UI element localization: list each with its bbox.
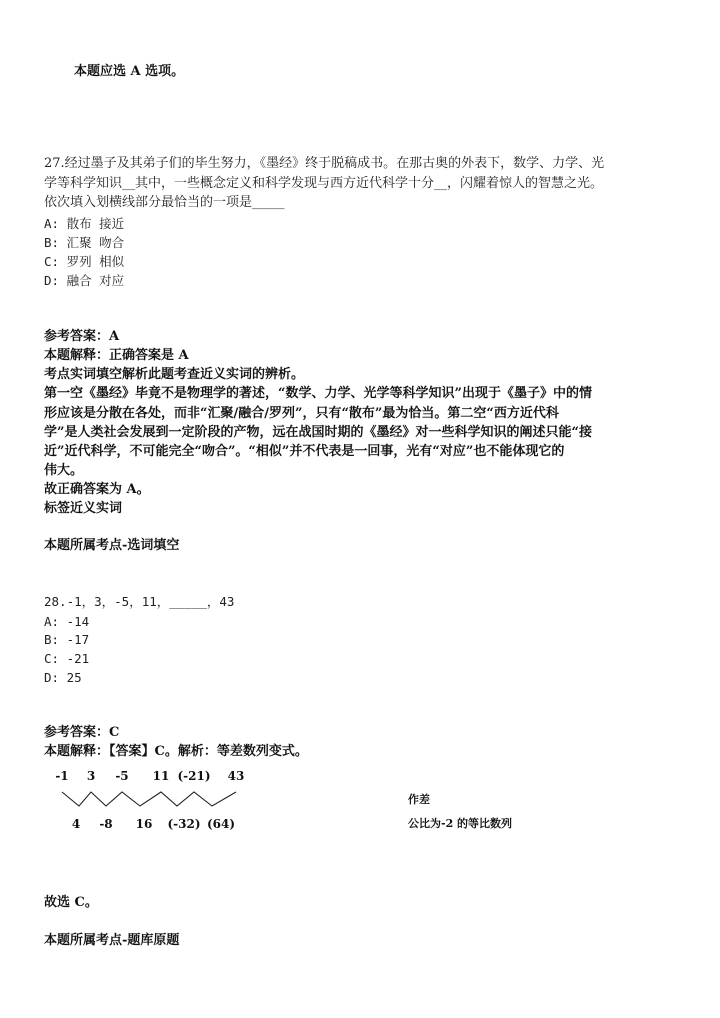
- diagram-top-term: -5: [115, 769, 129, 783]
- q27-tag: 标签近义实词: [44, 501, 123, 516]
- diagram-top-term: (-21): [177, 769, 211, 783]
- q27-conclusion: 故正确答案为 A。: [44, 482, 150, 497]
- q27-explanation-line-5: 学”是人类社会发展到一定阶段的产物，远在战国时期的《墨经》对一些科学知识的阐述只能“接: [44, 425, 592, 440]
- q27-explanation-line-4: 形应该是分散在各处，而非“汇聚/融合/罗列”，只有“散布”最为恰当。第二空“西方近代科: [44, 406, 559, 421]
- sequence-difference-diagram: [44, 766, 604, 836]
- q27-explanation-line-3: 第一空《墨经》毕竟不是物理学的著述，“数学、力学、光学等科学知识”出现于《墨子》中的情: [44, 386, 592, 401]
- q27-stem-line-1: 27.经过墨子及其弟子们的毕生努力，《墨经》终于脱稿成书。在那古奥的外表下，数学、力学、光: [44, 156, 605, 171]
- q28-option-c: C: -21: [44, 651, 90, 666]
- q28-explanation: 本题解释：【答案】C。解析：等差数列变式。: [44, 744, 308, 759]
- diagram-top-term: 11: [152, 769, 170, 783]
- q27-stem-line-2: 学等科学知识__其中，一些概念定义和科学发现与西方近代科学十分__，闪耀着惊人的智慧之光。: [44, 176, 604, 191]
- q27-explanation-line-6: 近”近代科学，不可能完全“吻合”。“相似”并不代表是一回事，光有“对应”也不能体现它的: [44, 444, 565, 459]
- q28-option-b: B: -17: [44, 632, 90, 647]
- q28-option-a: A: -14: [44, 614, 90, 629]
- q27-explanation-line-1: 本题解释：正确答案是 A: [44, 348, 189, 363]
- diagram-top-term: -1: [55, 769, 69, 783]
- diagram-note-difference: 作差: [408, 793, 430, 806]
- diagram-bottom-term: -8: [99, 817, 113, 831]
- diagram-bottom-term: (64): [206, 817, 236, 831]
- q27-option-c: C: 罗列 相似: [44, 254, 125, 269]
- q28-conclusion: 故选 C。: [44, 895, 98, 910]
- q27-option-d: D: 融合 对应: [44, 273, 125, 288]
- q28-answer: 参考答案：C: [44, 725, 120, 740]
- q28-option-d: D: 25: [44, 670, 82, 685]
- q28-category: 本题所属考点-题库原题: [44, 933, 180, 948]
- diagram-top-term: 43: [227, 769, 245, 783]
- q27-answer: 参考答案：A: [44, 329, 120, 344]
- diagram-top-term: 3: [86, 769, 96, 783]
- difference-zigzag: [62, 792, 236, 806]
- previous-answer-note: 本题应选 A 选项。: [74, 64, 185, 79]
- q28-stem: 28.-1，3，-5，11，_____，43: [44, 594, 235, 609]
- diagram-bottom-term: (-32): [167, 817, 201, 831]
- q27-option-a: A: 散布 接近: [44, 216, 125, 231]
- q27-stem-line-3: 依次填入划横线部分最恰当的一项是_____: [44, 195, 285, 210]
- diagram-note-ratio: 公比为-2 的等比数列: [408, 817, 513, 830]
- q27-option-b: B: 汇聚 吻合: [44, 235, 125, 250]
- q27-explanation-line-2: 考点实词填空解析此题考查近义实词的辨析。: [44, 367, 305, 382]
- q27-category: 本题所属考点-选词填空: [44, 538, 180, 553]
- diagram-bottom-term: 4: [71, 817, 81, 831]
- q27-explanation-line-7: 伟大。: [44, 463, 84, 478]
- diagram-bottom-term: 16: [135, 817, 153, 831]
